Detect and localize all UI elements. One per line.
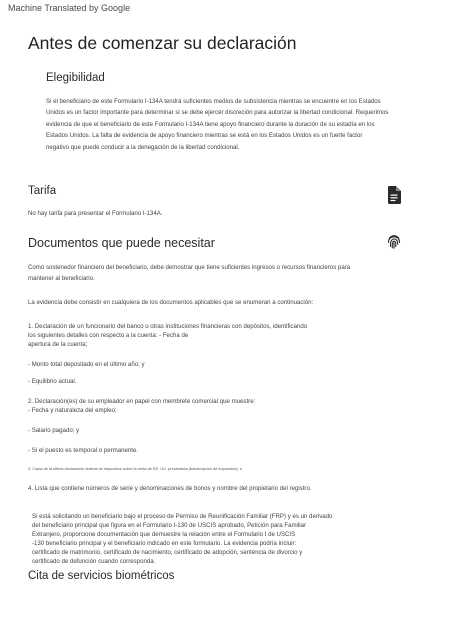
item1-amount: - Monto total depositado en el último año; y bbox=[28, 361, 145, 368]
item2-line: - Fecha y naturaleza del empleo; bbox=[28, 407, 117, 414]
frp-line: certificado de matrimonio, certificado de nacimiento, certificado de adopción, sentencia de divorcio y bbox=[32, 549, 303, 556]
fingerprint-icon bbox=[387, 234, 401, 249]
biometrics-heading: Cita de servicios biométricos bbox=[28, 570, 175, 582]
eligibility-text bbox=[46, 96, 388, 153]
documents-intro bbox=[28, 262, 350, 285]
page-title: Antes de comenzar su declaración bbox=[28, 33, 297, 53]
machine-translated-label: Machine Translated by Google bbox=[8, 3, 131, 13]
item2-salary: - Salario pagado; y bbox=[28, 427, 80, 434]
frp-line: -130 beneficiario principal y el beneficiario indicado en este formulario. La evidencia podría incluir: bbox=[32, 540, 297, 547]
frp-line: certificado de defunción cuando corresponda. bbox=[32, 558, 156, 565]
item2-temp: - Si el puesto es temporal o permanente. bbox=[28, 447, 139, 454]
document-icon bbox=[387, 186, 401, 204]
item1-balance: - Equilibrio actual. bbox=[28, 378, 77, 385]
item2-line: 2. Declaración(es) de su empleador en papel con membrete comercial que muestre: bbox=[28, 398, 256, 405]
documents-intro-line: mantener al beneficiario. bbox=[28, 275, 95, 283]
item2-text bbox=[28, 397, 255, 415]
frp-line: Si está solicitando un beneficiario bajo el proceso de Permiso de Reunificación Familiar (FRP) y es un derivado bbox=[32, 513, 333, 520]
item1-text bbox=[28, 322, 307, 349]
eligibility-line: negativo que puede conducir a la denegación de la libertad condicional. bbox=[46, 143, 240, 151]
frp-text bbox=[32, 512, 332, 566]
item4-text: 4. Lista que contiene números de serie y denominaciones de bonos y nombre del propietario del registro. bbox=[28, 485, 312, 492]
eligibility-line: Unidos es un factor importante para determinar si se debe ejercer discreción para autorizar la libertad condicional. Requerimos bbox=[46, 109, 389, 117]
item1-line: los siguientes detalles con respecto a la cuenta: - Fecha de bbox=[28, 332, 189, 339]
evidence-line: La evidencia debe consistir en cualquiera de los documentos aplicables que se enumeran a continuación: bbox=[28, 299, 314, 306]
eligibility-line: Si el beneficiario de este Formulario I-134A tendrá suficientes medios de subsistencia mientras se encuentre en los Estados bbox=[46, 98, 381, 105]
frp-line: Extranjero, proporcione documentación que demuestre la relación entre el Formulario I de USCIS bbox=[32, 531, 296, 538]
fee-heading: Tarifa bbox=[28, 185, 57, 197]
eligibility-line: evidencia de que el beneficiario de este Formulario I-134A tiene apoyo financiero durante la duración de su estadía en los bbox=[46, 120, 375, 128]
item1-line: 1. Declaración de un funcionario del banco u otras instituciones financieras con depósitos, identificando bbox=[28, 323, 308, 330]
item3-text: 3. Copia de la última declaración federal de impuestos sobre la renta de EE. UU. presentada (transcripción de impuestos); o bbox=[28, 466, 242, 471]
item1-line: apertura de la cuenta; bbox=[28, 341, 88, 348]
eligibility-heading: Elegibilidad bbox=[46, 72, 105, 84]
documents-heading: Documentos que puede necesitar bbox=[28, 236, 215, 250]
fee-text: No hay tarifa para presentar el Formulario I-134A. bbox=[28, 210, 163, 217]
frp-line: del beneficiario principal que figura en el Formulario I-130 de USCIS aprobado, Petición para Familiar bbox=[32, 522, 307, 529]
documents-intro-line: Como sostenedor financiero del beneficiario, debe demostrar que tiene suficientes ingresos o recursos financieros para bbox=[28, 264, 351, 271]
eligibility-line: Estados Unidos. La falta de evidencia de apoyo financiero mientras se está en los Estados Unidos es un fuerte factor bbox=[46, 132, 363, 140]
